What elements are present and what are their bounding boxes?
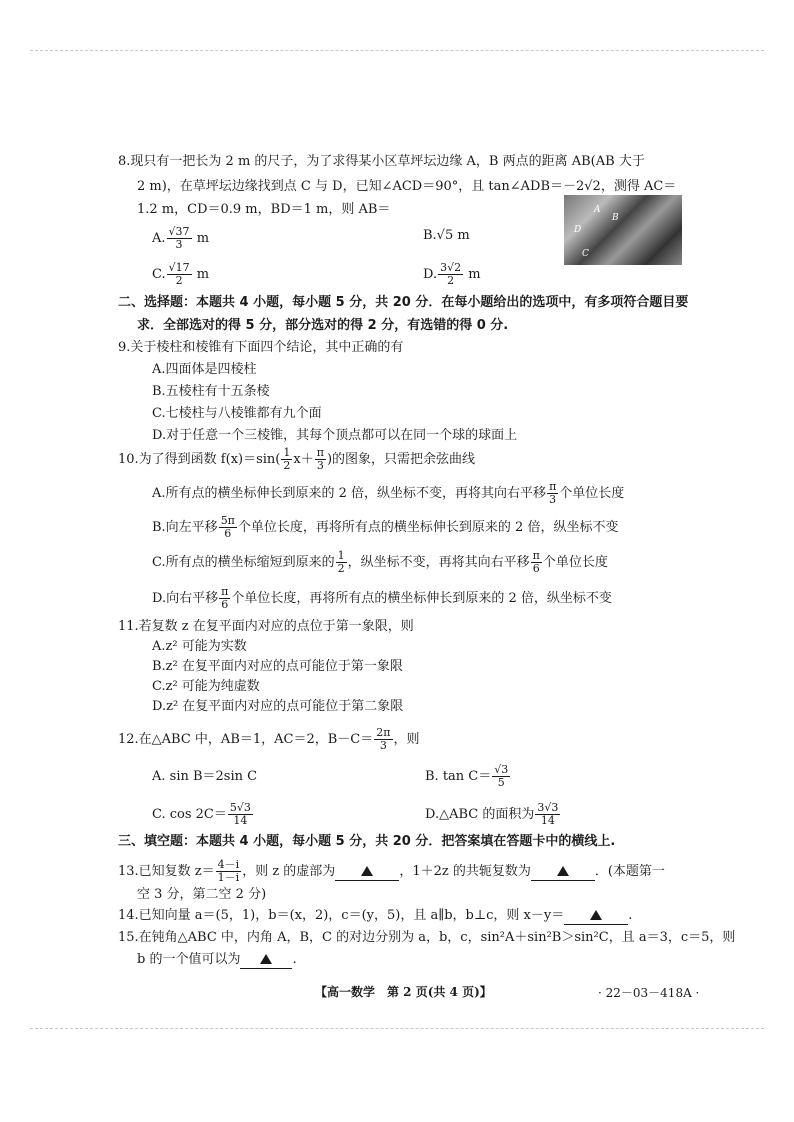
numerator: 2π: [376, 726, 391, 739]
q10-option-b: [152, 515, 618, 540]
stem-text: .: [292, 952, 297, 967]
denominator: 1－i: [217, 871, 240, 884]
numerator: √3: [494, 763, 509, 776]
numerator: π: [532, 549, 540, 562]
q9-option-a: A.四面体是四棱柱: [152, 362, 257, 377]
q10-stem: [118, 447, 475, 472]
option-text: 个单位长度，再将所有点的横坐标伸长到原来的 2 倍，纵坐标不变: [237, 520, 619, 535]
answer-blank[interactable]: [564, 907, 628, 925]
triangle-icon: [260, 954, 272, 964]
numerator: 1: [283, 446, 291, 459]
q11-option-c: C.z² 可能为纯虚数: [152, 679, 260, 694]
numerator: √37: [168, 225, 190, 238]
denominator: 5: [497, 776, 505, 789]
lawn-photo: [564, 195, 682, 265]
photo-label-d: D: [574, 225, 582, 235]
section2-line2: 求．全部选对的得 5 分，部分选对的得 2 分，有选错的得 0 分.: [137, 318, 509, 333]
denominator: 2: [283, 459, 291, 472]
q9-stem: 9.关于棱柱和棱锥有下面四个结论，其中正确的有: [118, 340, 404, 355]
fraction: [374, 727, 392, 752]
denominator: 3: [379, 739, 387, 752]
fraction: [547, 481, 558, 506]
answer-blank[interactable]: [240, 951, 292, 969]
stem-text: .: [628, 908, 633, 923]
stem-text: 13.已知复数 z＝: [118, 864, 215, 879]
exam-code: · 22－03－418A ·: [598, 986, 700, 1000]
q12-option-a: A. sin B＝2sin C: [152, 769, 258, 784]
q13-line1: [118, 859, 665, 884]
q11-option-b: B.z² 在复平面内对应的点可能位于第一象限: [152, 659, 403, 674]
triangle-icon: [361, 866, 373, 876]
denominator: 14: [233, 814, 248, 827]
section2-line1: 二、选择题：本题共 4 小题，每小题 5 分，共 20 分．在每小题给出的选项中，有多项符合题目要: [118, 295, 689, 310]
bottom-divider: [30, 1028, 764, 1029]
numerator: 3√3: [537, 801, 559, 814]
q8-option-d: [423, 262, 481, 287]
q9-option-d: D.对于任意一个三棱锥，其每个顶点都可以在同一个球的球面上: [152, 428, 518, 443]
stem-text: ，则: [393, 732, 420, 747]
numerator: 1: [337, 549, 345, 562]
denominator: 3: [316, 459, 324, 472]
fraction: [219, 515, 237, 540]
q11-stem: 11.若复数 z 在复平面内对应的点位于第一象限，则: [118, 619, 414, 634]
denominator: 3: [549, 493, 557, 506]
fraction: [219, 586, 230, 611]
fraction: [531, 550, 542, 575]
option-text: 个单位长度: [559, 486, 625, 501]
option-letter: C.: [152, 267, 166, 282]
stem-text: 12.在△ABC 中，AB＝1，AC＝2，B－C＝: [118, 732, 374, 747]
denominator: 14: [540, 814, 555, 827]
fraction: [535, 802, 560, 827]
unit: m: [468, 267, 481, 282]
fraction: [336, 550, 347, 575]
fraction: [216, 859, 242, 884]
triangle-icon: [557, 866, 569, 876]
option-text: A.所有点的横坐标伸长到原来的 2 倍，纵坐标不变，再将其向右平移: [152, 486, 547, 501]
q14-line: [118, 907, 632, 925]
q8-line1: 8.现只有一把长为 2 m 的尺子，为了求得某小区草坪坛边缘 A，B 两点的距离 AB(AB 大于: [118, 154, 645, 169]
stem-text: )的图象，只需把余弦曲线: [326, 452, 476, 467]
denominator: 6: [532, 562, 540, 575]
page-footer: 【高一数学 第 2 页(共 4 页)】: [315, 985, 492, 999]
option-letter: A.: [152, 231, 166, 246]
photo-label-a: A: [594, 205, 601, 215]
stem-text: 14.已知向量 a＝(5，1)，b＝(x，2)，c＝(y，5)，且 a∥b，b⊥c，则 x－y＝: [118, 908, 565, 923]
q13-line2: 空 3 分，第二空 2 分): [137, 887, 267, 902]
q10-option-a: [152, 481, 624, 506]
q10-option-d: [152, 586, 612, 611]
fraction: [167, 262, 192, 287]
stem-text: ．(本题第一: [594, 864, 665, 879]
q9-option-c: C.七棱柱与八棱锥都有九个面: [152, 406, 322, 421]
triangle-icon: [590, 910, 602, 920]
q8-option-c: [152, 262, 209, 287]
option-text: 个单位长度，再将所有点的横坐标伸长到原来的 2 倍，纵坐标不变: [231, 591, 612, 606]
numerator: 4－i: [217, 858, 240, 871]
option-text: B. tan C＝: [425, 769, 492, 784]
q9-option-b: B.五棱柱有十五条棱: [152, 384, 270, 399]
q10-option-c: [152, 550, 608, 575]
denominator: 6: [224, 527, 232, 540]
q11-option-a: A.z² 可能为实数: [152, 639, 247, 654]
unit: m: [196, 231, 210, 246]
numerator: 5√3: [229, 801, 251, 814]
fraction: [167, 226, 192, 251]
stem-text: ，则 z 的虚部为: [242, 864, 336, 879]
answer-blank-2[interactable]: [531, 863, 595, 881]
q12-option-c: [152, 802, 254, 827]
numerator: π: [221, 585, 229, 598]
option-text: D.△ABC 的面积为: [425, 807, 535, 822]
option-letter: D.: [423, 267, 438, 282]
stem-text: 10.为了得到函数 f(x)＝sin(: [118, 452, 281, 467]
fraction: [438, 262, 463, 287]
q11-option-d: D.z² 在复平面内对应的点可能位于第二象限: [152, 699, 404, 714]
denominator: 3: [175, 238, 183, 251]
stem-text: b 的一个值可以为: [137, 952, 241, 967]
fraction: [492, 764, 510, 789]
q12-stem: [118, 727, 420, 752]
fraction: [281, 447, 292, 472]
q15-line2: [137, 951, 297, 969]
answer-blank-1[interactable]: [335, 863, 399, 881]
section3-heading: 三、填空题：本题共 4 小题，每小题 5 分，共 20 分．把答案填在答题卡中的横线上.: [118, 834, 616, 849]
stem-text: x＋: [293, 452, 314, 467]
option-text: 个单位长度: [542, 555, 608, 570]
fraction: [228, 802, 253, 827]
option-text: B.向左平移: [152, 520, 218, 535]
numerator: √17: [168, 261, 190, 274]
denominator: 2: [175, 274, 183, 287]
numerator: π: [549, 480, 557, 493]
q12-option-d: [425, 802, 561, 827]
top-divider: [30, 50, 764, 51]
q15-line1: 15.在钝角△ABC 中，内角 A，B，C 的对边分别为 a，b，c，sin²A＋sin²B＞sin²C，且 a＝3，c＝5，则: [118, 930, 736, 945]
photo-label-c: C: [582, 249, 589, 259]
denominator: 2: [337, 562, 345, 575]
option-text: C. cos 2C＝: [152, 807, 227, 822]
denominator: 6: [221, 598, 229, 611]
photo-label-b: B: [612, 213, 619, 223]
numerator: 3√2: [440, 261, 462, 274]
q8-line3: 1.2 m，CD＝0.9 m，BD＝1 m，则 AB＝: [137, 202, 391, 217]
q8-option-b: B.√5 m: [423, 228, 470, 243]
q8-option-a: [152, 226, 209, 251]
unit: m: [196, 267, 210, 282]
q8-line2: 2 m)，在草坪坛边缘找到点 C 与 D，已知∠ACD＝90°，且 tan∠ADB＝－2√2，测得 AC＝: [137, 179, 677, 194]
option-text: D.向右平移: [152, 591, 219, 606]
denominator: 2: [447, 274, 455, 287]
option-text: ，纵坐标不变，再将其向右平移: [347, 555, 530, 570]
option-text: C.所有点的横坐标缩短到原来的: [152, 555, 335, 570]
q12-option-b: [425, 764, 511, 789]
numerator: 5π: [220, 514, 235, 527]
stem-text: ，1＋2z 的共轭复数为: [399, 864, 531, 879]
fraction: [315, 447, 326, 472]
numerator: π: [316, 446, 324, 459]
